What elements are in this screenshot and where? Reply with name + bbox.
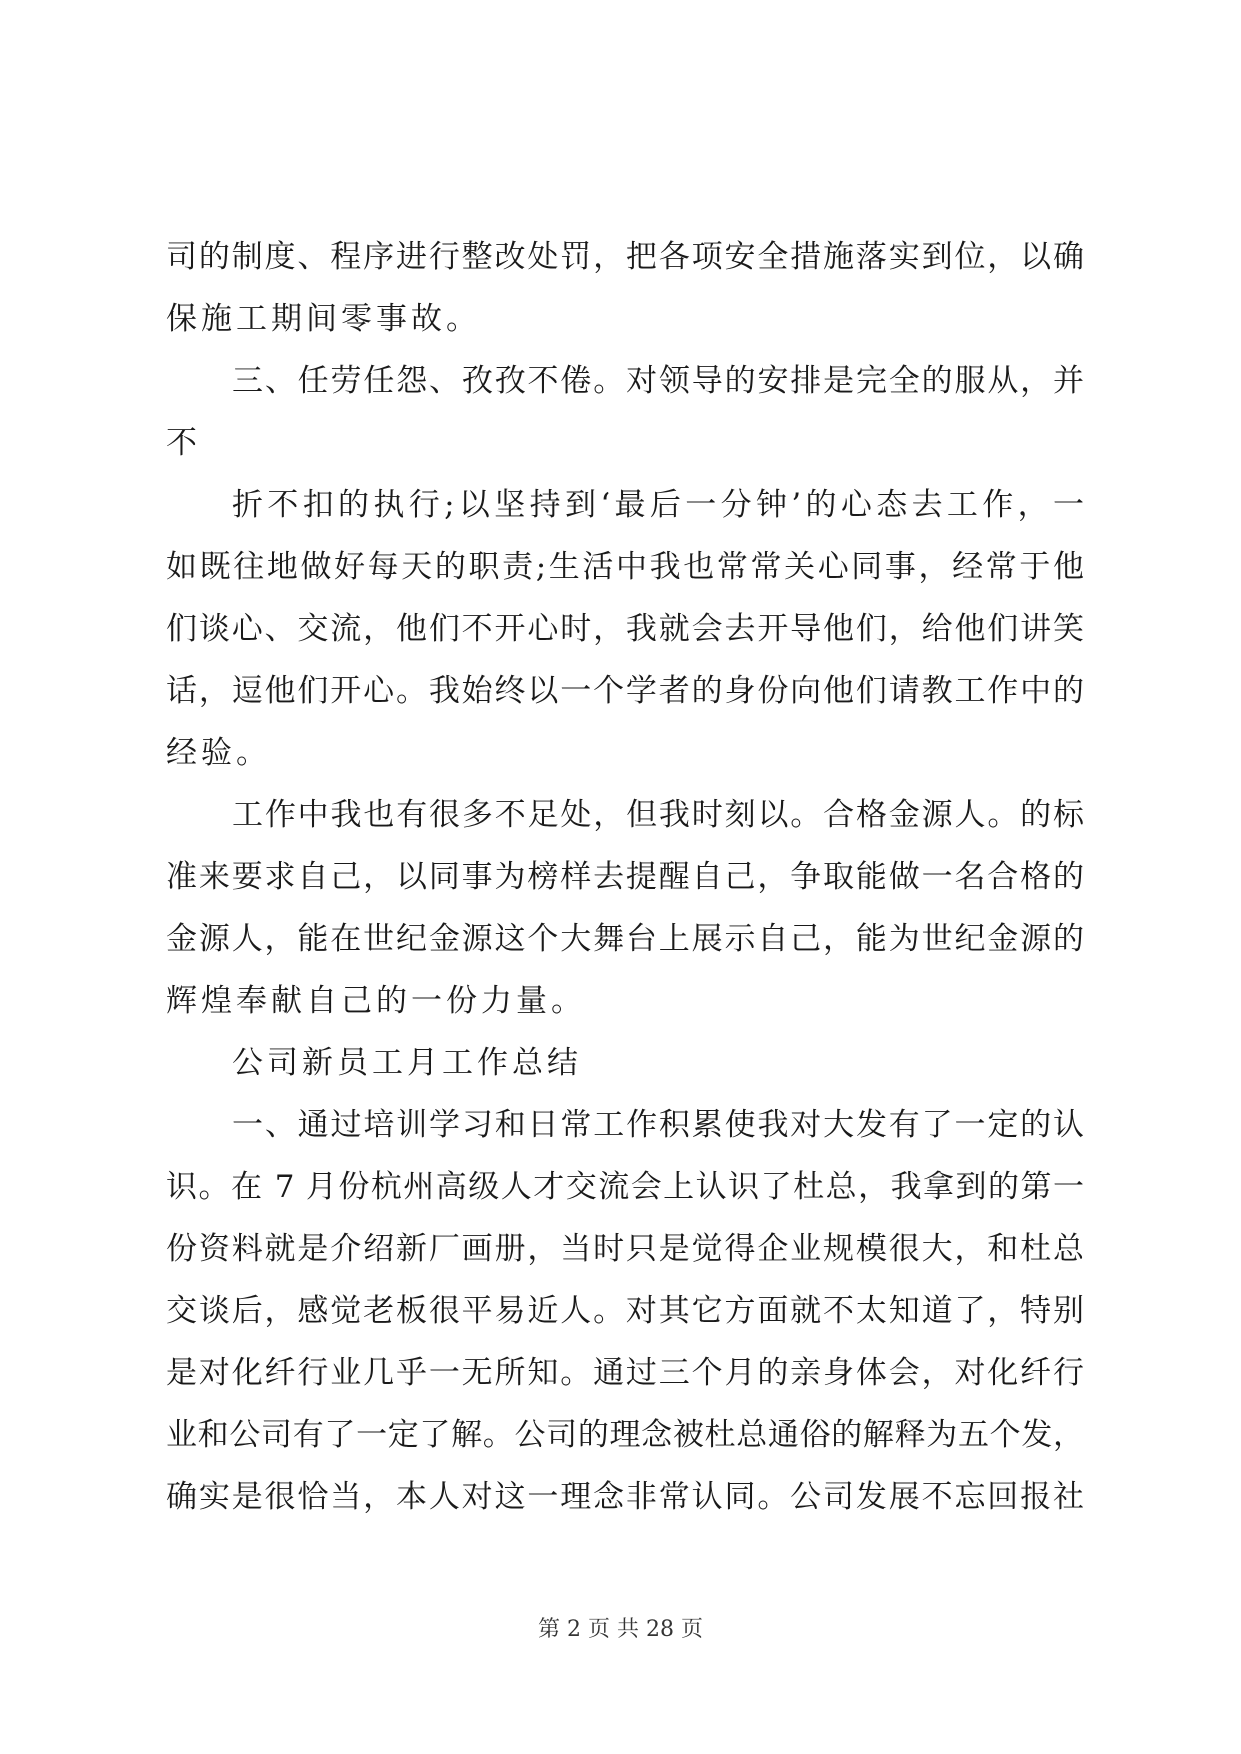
text-line: 公司新员工月工作总结: [232, 1045, 582, 1081]
text-line: 如既往地做好每天的职责;生活中我也常常关心同事，经常于他: [166, 549, 1084, 585]
text-line: 经验。: [166, 735, 271, 771]
text-line: 确实是很恰当，本人对这一理念非常认同。公司发展不忘回报社: [166, 1479, 1084, 1515]
text-line: 辉煌奉献自己的一份力量。: [166, 983, 586, 1019]
text-line: 不: [166, 425, 201, 461]
text-line: 三、任劳任怨、孜孜不倦。对领导的安排是完全的服从，并: [232, 363, 1084, 399]
text-line: 交谈后，感觉老板很平易近人。对其它方面就不太知道了，特别: [166, 1293, 1084, 1329]
text-line: 是对化纤行业几乎一无所知。通过三个月的亲身体会，对化纤行: [166, 1355, 1084, 1391]
text-line: 业和公司有了一定了解。公司的理念被杜总通俗的解释为五个发，: [166, 1417, 1084, 1453]
text-line: 司的制度、程序进行整改处罚，把各项安全措施落实到位，以确: [166, 239, 1084, 275]
text-line: 准来要求自己，以同事为榜样去提醒自己，争取能做一名合格的: [166, 859, 1084, 895]
text-line: 份资料就是介绍新厂画册，当时只是觉得企业规模很大，和杜总: [166, 1231, 1084, 1267]
text-line: 们谈心、交流，他们不开心时，我就会去开导他们，给他们讲笑: [166, 611, 1084, 647]
text-line: 保施工期间零事故。: [166, 301, 481, 337]
document-body: [166, 226, 1084, 1528]
page-footer: 第 2 页 共 28 页: [538, 1617, 703, 1642]
text-line: 话，逗他们开心。我始终以一个学者的身份向他们请教工作中的: [166, 673, 1084, 709]
text-line: 识。在 7 月份杭州高级人才交流会上认识了杜总，我拿到的第一: [166, 1169, 1084, 1205]
text-line: 折不扣的执行;以坚持到‘最后一分钟’的心态去工作，一: [232, 487, 1084, 523]
text-line: 金源人，能在世纪金源这个大舞台上展示自己，能为世纪金源的: [166, 921, 1084, 957]
text-line: 工作中我也有很多不足处，但我时刻以。合格金源人。的标: [232, 797, 1084, 833]
text-line: 一、通过培训学习和日常工作积累使我对大发有了一定的认: [232, 1107, 1084, 1143]
